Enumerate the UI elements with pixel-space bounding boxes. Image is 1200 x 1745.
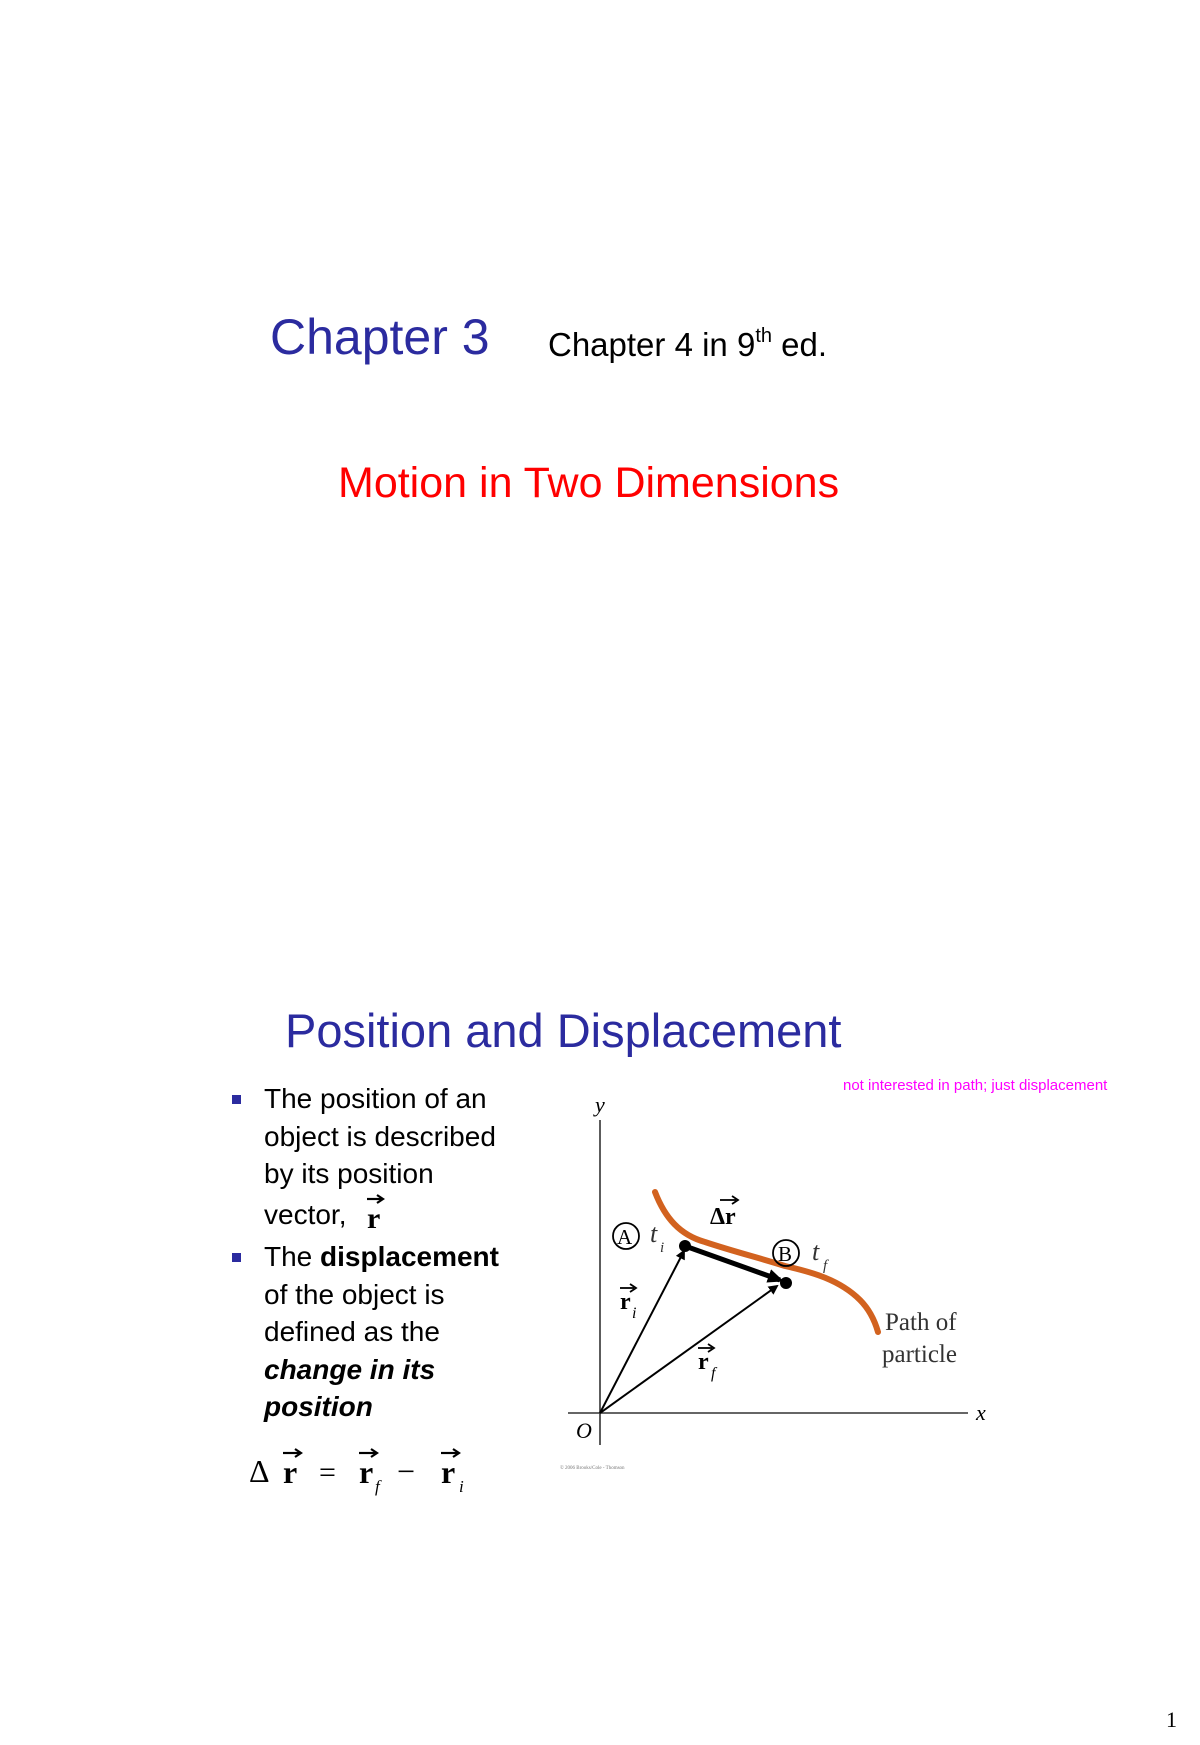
chapter-subtitle: Motion in Two Dimensions: [338, 459, 840, 507]
page-number: 1: [1166, 1707, 1177, 1732]
r-final-label: r: [698, 1349, 709, 1375]
svg-text:r: r: [367, 1201, 381, 1232]
point-b-dot: [780, 1277, 792, 1289]
bullet-line: [264, 1238, 550, 1276]
edition-note-suffix: ed.: [772, 326, 828, 363]
edition-note: [548, 325, 828, 363]
x-axis-label: x: [976, 1400, 986, 1425]
bullet-marker-icon: [232, 1095, 241, 1104]
svg-text:r: r: [283, 1454, 298, 1490]
point-a-dot: [679, 1240, 691, 1252]
displacement-figure: [550, 1090, 1010, 1480]
svg-text:Δ: Δ: [249, 1453, 270, 1489]
svg-text:r: r: [359, 1454, 374, 1490]
edition-note-prefix: Chapter 4 in 9: [548, 326, 756, 363]
path-label-line2: particle: [882, 1341, 957, 1368]
bullet-line: The position of an: [264, 1083, 487, 1114]
bullet-emphasis: position: [264, 1391, 373, 1422]
vector-r-initial: [600, 1251, 684, 1413]
bullet-line-text: vector,: [264, 1198, 347, 1230]
position-vector-symbol: [364, 1191, 386, 1232]
bullet-line: of the object is: [264, 1278, 445, 1310]
svg-text:i: i: [459, 1477, 464, 1496]
t-final-sub: f: [823, 1258, 828, 1274]
slide-title: Position and Displacement: [285, 1004, 842, 1057]
t-initial-sub: i: [660, 1240, 665, 1256]
delta-r-label: Δr: [710, 1204, 736, 1230]
point-b-label: B: [778, 1242, 793, 1266]
displacement-term: displacement: [320, 1241, 499, 1272]
displacement-equation: [247, 1446, 487, 1502]
bullet-position: [230, 1080, 550, 1233]
path-label-line1: Path of: [885, 1309, 957, 1336]
t-final-label: t: [812, 1237, 820, 1266]
r-final-sub: f: [711, 1365, 716, 1382]
bullet-line-vector: [264, 1193, 550, 1234]
bullet-text: The: [264, 1241, 321, 1272]
origin-label: O: [576, 1418, 592, 1443]
svg-text:−: −: [397, 1453, 416, 1489]
chapter-title: Chapter 3: [270, 309, 490, 365]
bullet-line: by its position: [264, 1158, 434, 1189]
bullet-displacement: [230, 1238, 550, 1426]
edition-note-sup: th: [755, 325, 772, 347]
bullet-line: object is described: [264, 1120, 496, 1152]
svg-text:=: =: [319, 1456, 336, 1489]
r-vector-glyph: [364, 1194, 386, 1232]
particle-path: [655, 1192, 878, 1332]
svg-text:f: f: [375, 1477, 380, 1496]
r-initial-sub: i: [632, 1305, 637, 1322]
bullet-list: [230, 1080, 550, 1431]
figure-credit: © 2006 Brooks/Cole - Thomson: [560, 1466, 625, 1471]
bullet-marker-icon: [232, 1253, 241, 1262]
annotation-note: not interested in path; just displacement: [843, 1077, 1108, 1094]
svg-text:r: r: [441, 1454, 456, 1490]
point-a-label: A: [617, 1225, 633, 1249]
bullet-line: defined as the: [264, 1316, 440, 1347]
r-initial-label: r: [620, 1289, 631, 1315]
bullet-emphasis: change in its: [264, 1353, 436, 1385]
t-initial-label: t: [650, 1219, 658, 1248]
y-axis-label: y: [595, 1092, 605, 1117]
